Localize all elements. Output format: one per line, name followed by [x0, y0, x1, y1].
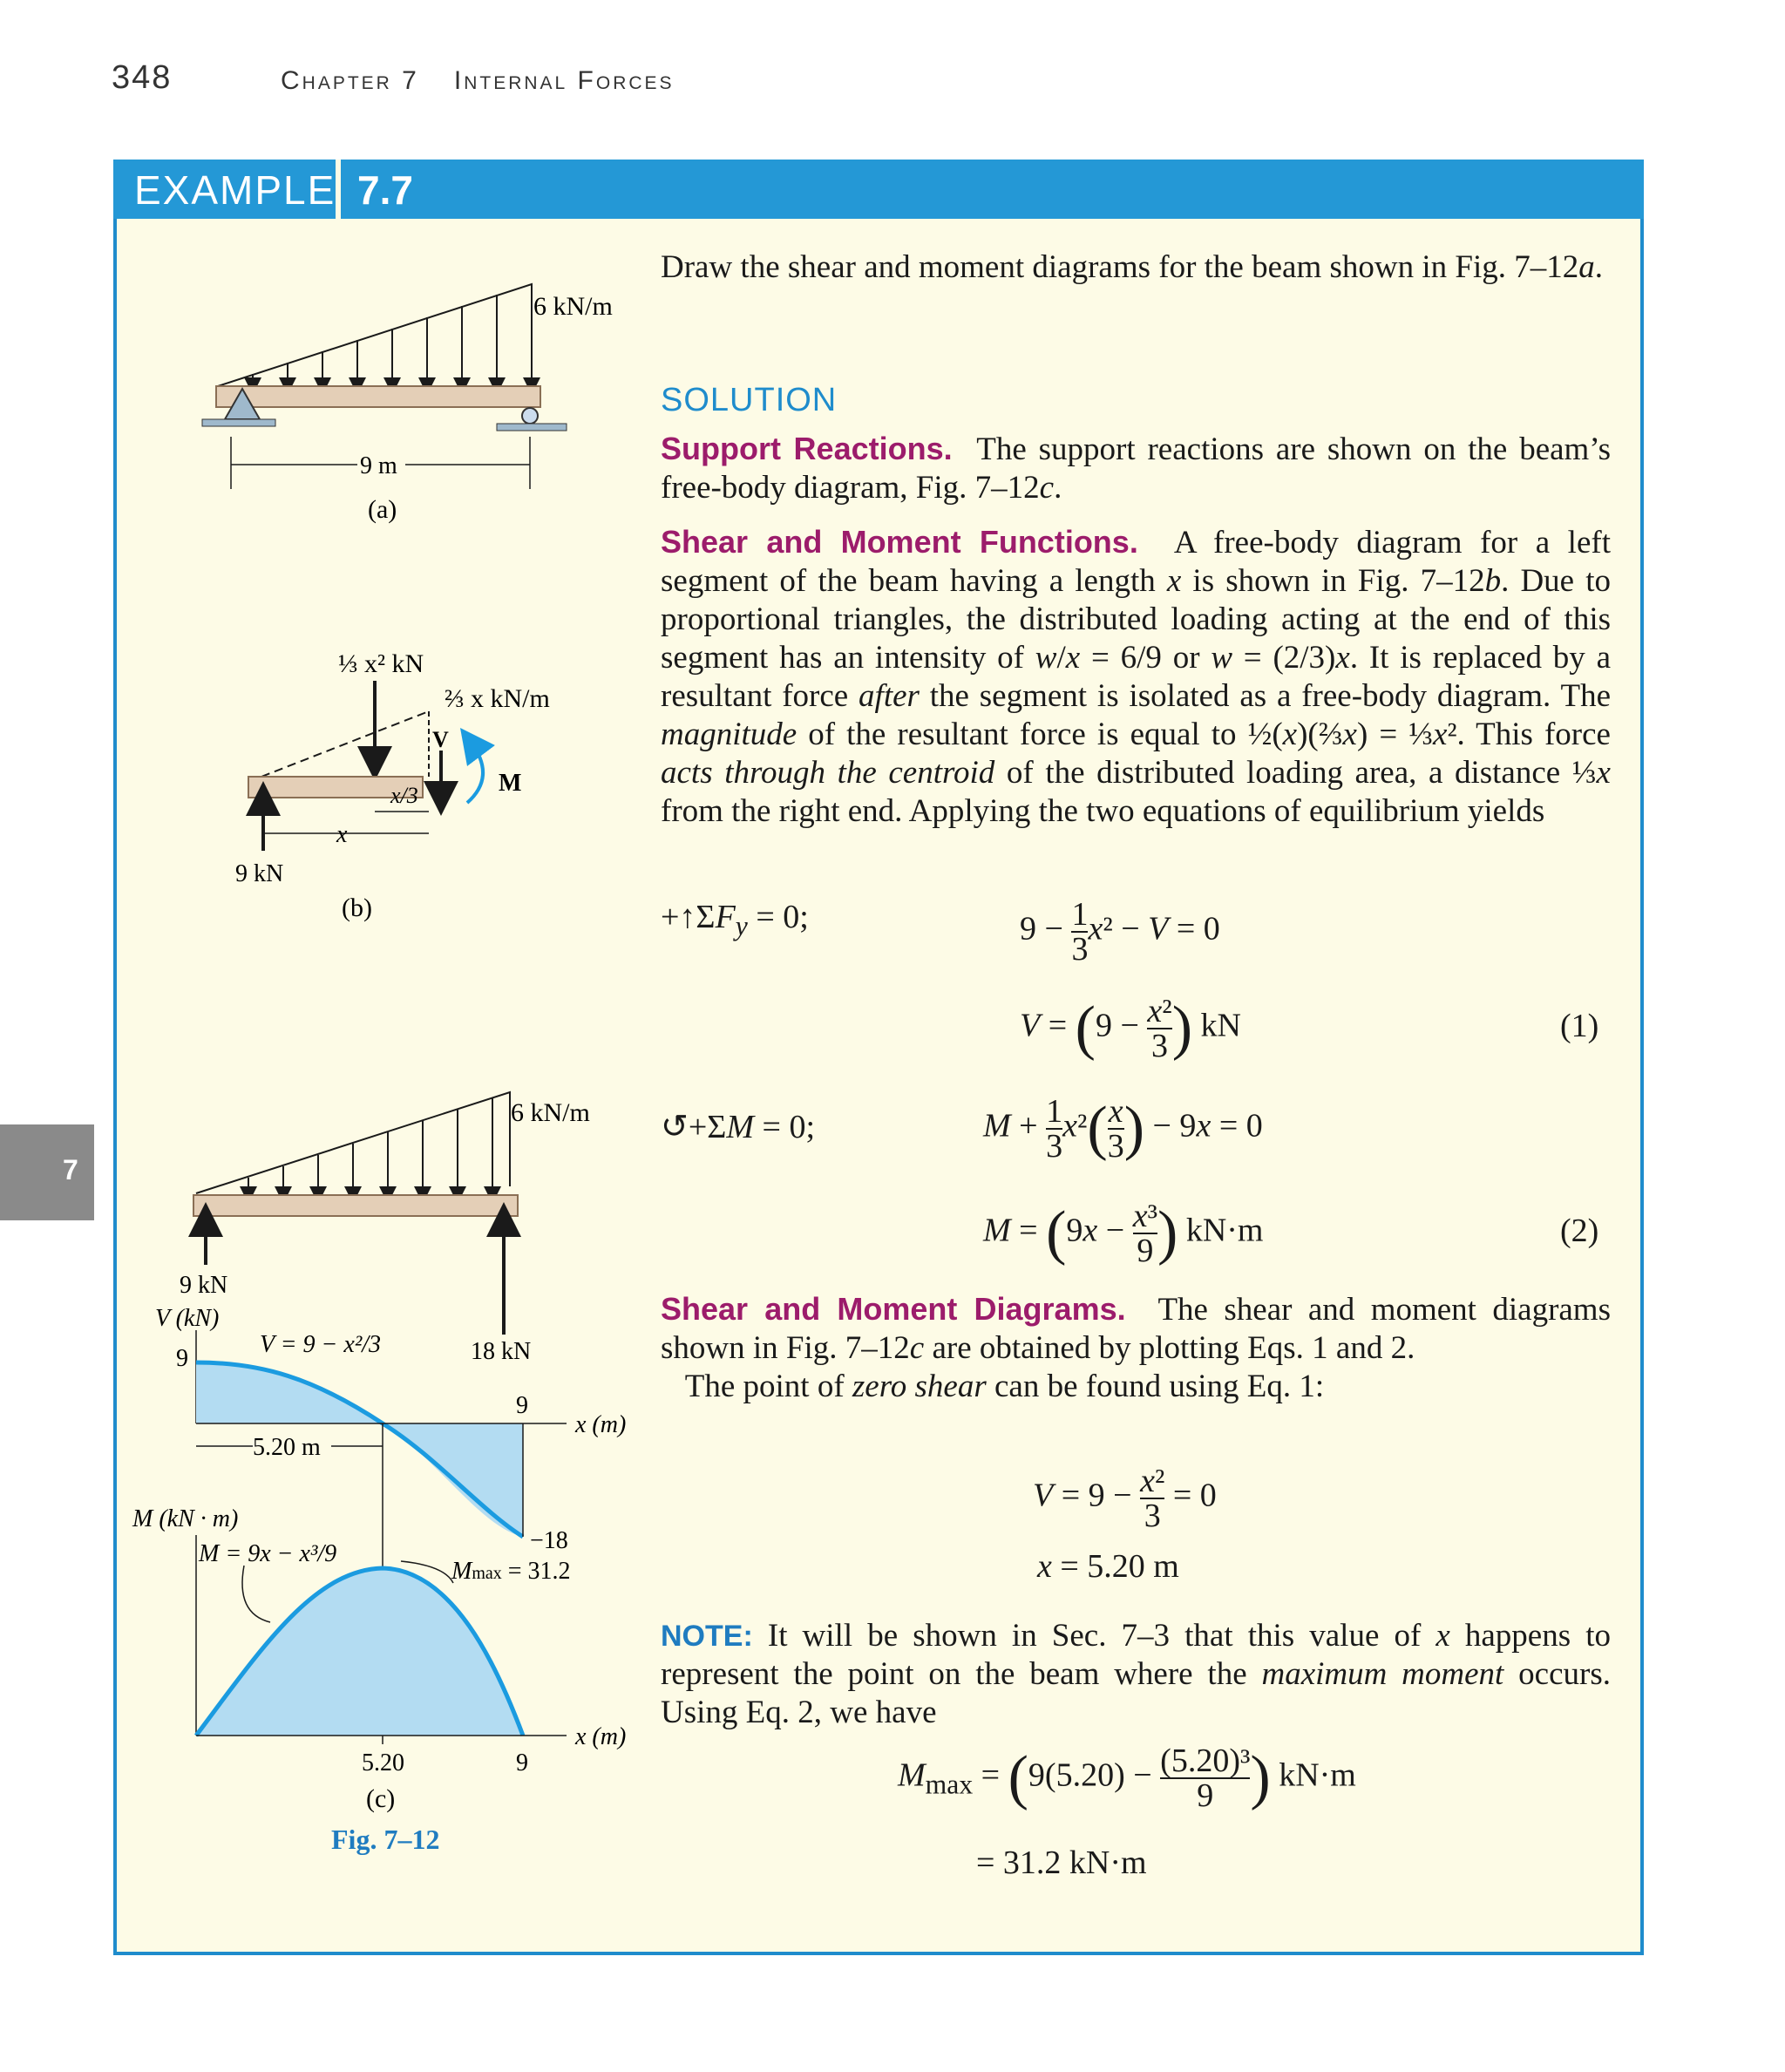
sum-moment-label: ↺+ΣM = 0; — [661, 1109, 816, 1145]
diagrams-heading: Shear and Moment Diagrams. — [661, 1291, 1126, 1327]
functions-heading: Shear and Moment Functions. — [661, 524, 1138, 560]
zero-shear-equation: V = 9 − $\frac{\text{x²}}{3}$ = 0 — [1033, 1463, 1217, 1534]
sum-fy-equation: 9 − $\frac{1}{3}$ x² − V = 0 — [1020, 896, 1220, 968]
solution-heading: SOLUTION — [661, 382, 838, 418]
v-equation-label: V = 9 − x²/3 — [260, 1331, 381, 1358]
support-reactions-paragraph: Support Reactions. The support reactions are shown on the beam’s free-body diagram, Fig. 7–12c. — [661, 431, 1611, 506]
chapter-title: Internal Forces — [453, 66, 675, 95]
m-peak-x: 5.20 — [362, 1749, 404, 1776]
figure-caption: Fig. 7–12 — [331, 1824, 440, 1855]
label-b: (b) — [342, 893, 372, 922]
x-axis-label-m: x (m) — [575, 1723, 627, 1750]
resultant-label: ⅓ x² kN — [338, 649, 424, 678]
x-axis-label-v: x (m) — [575, 1411, 627, 1438]
chapter-heading — [281, 66, 675, 96]
intensity-label: ⅔ x kN/m — [445, 684, 550, 713]
mmax-result: = 31.2 kN·m — [976, 1844, 1147, 1881]
chapter-label: Chapter 7 — [281, 66, 419, 95]
equation-2-number: (2) — [1560, 1213, 1599, 1249]
problem-statement: Draw the shear and moment diagrams for the beam shown in Fig. 7–12a. — [661, 249, 1603, 285]
page-number: 348 — [112, 59, 173, 96]
m-equation-label: M = 9x − x³/9 — [199, 1540, 337, 1567]
distance-label-b: x/3 — [390, 783, 418, 808]
zero-shear-distance: 5.20 m — [253, 1434, 321, 1461]
diagrams-paragraph: Shear and Moment Diagrams. The shear and moment diagrams shown in Fig. 7–12c are obtained by plotting Eqs. 1 and 2. The point of zero shear can be found using Eq. 1: — [661, 1291, 1611, 1404]
diagram-a — [202, 284, 613, 524]
load-label-c: 6 kN/m — [511, 1098, 590, 1127]
note-paragraph: NOTE: It will be shown in Sec. 7–3 that this value of x happens to represent the point on the beam where the maximum moment occurs. Using Eq. 2, we have — [661, 1618, 1611, 1730]
banner-divider — [336, 160, 341, 219]
functions-paragraph: Shear and Moment Functions. A free-body diagram for a left segment of the beam having a length x is shown in Fig. 7–12b. Due to proportional triangles, the distributed loading acting at the end of this segment has an intensity of w/x = 6/9 or w = (2/3)x. It is replaced by a resultant force after the segment is isolated as a free-body diagram. The magnitude of the resultant force is equal to ½(x)(⅔x) = ⅓x². This force acts through the centroid of the distributed loading area, a distance ⅓x from the right end. Applying the two equations of equilibrium yields — [661, 524, 1612, 829]
m-max-label: Mmax = 31.2 — [451, 1558, 571, 1585]
shear-function: V = (9 − $\frac{\text{x²}}{3}$ ) kN — [1020, 993, 1241, 1064]
support-heading: Support Reactions. — [661, 431, 953, 466]
label-a: (a) — [368, 495, 397, 524]
v-min-value: −18 — [530, 1527, 568, 1554]
m-axis-label: M (kN · m) — [132, 1505, 239, 1532]
left-reaction-c: 9 kN — [180, 1272, 228, 1299]
diagram-c-beam — [180, 1092, 590, 1365]
m-end-x: 9 — [516, 1749, 528, 1776]
span-label-a: 9 m — [360, 452, 397, 479]
label-c: (c) — [366, 1784, 396, 1813]
moment-label-b: M — [499, 770, 522, 797]
example-number: 7.7 — [357, 167, 413, 213]
moment-diagram — [132, 1423, 626, 1855]
side-tab-number: 7 — [63, 1154, 78, 1185]
v-axis-label: V (kN) — [155, 1305, 220, 1332]
note-label: NOTE: — [661, 1620, 753, 1653]
example-banner — [113, 160, 1644, 219]
equation-1-number: (1) — [1560, 1008, 1599, 1044]
mmax-equation: $M_{max} = (9(5.20)$ − $\frac{\text{(5.20)³}}{9}$ ) kN·m — [898, 1743, 1356, 1814]
example-label: EXAMPLE — [134, 167, 336, 213]
v-start-value: 9 — [176, 1345, 188, 1372]
figure-7-12 — [113, 219, 654, 1875]
diagram-b — [235, 649, 550, 922]
sum-fy-label: $+↑\Sigma F_y = 0$; — [661, 899, 809, 941]
right-reaction-c: 18 kN — [471, 1338, 532, 1365]
moment-equation: M + $\frac{1}{3}$ x²( $\frac{x}{3}$ ) − 9x = 0 — [983, 1093, 1263, 1165]
shear-label-b: V — [432, 727, 449, 752]
reaction-label-b: 9 kN — [235, 860, 284, 887]
zero-shear-result: x = 5.20 m — [1037, 1548, 1179, 1585]
chapter-side-tab — [0, 1124, 94, 1220]
v-end-x: 9 — [516, 1392, 528, 1419]
moment-function: M = (9x − $\frac{\text{x³}}{9}$ ) kN·m — [983, 1198, 1264, 1269]
length-label-b: x — [336, 821, 348, 848]
load-label-a: 6 kN/m — [533, 292, 613, 321]
roller-support — [522, 408, 538, 424]
